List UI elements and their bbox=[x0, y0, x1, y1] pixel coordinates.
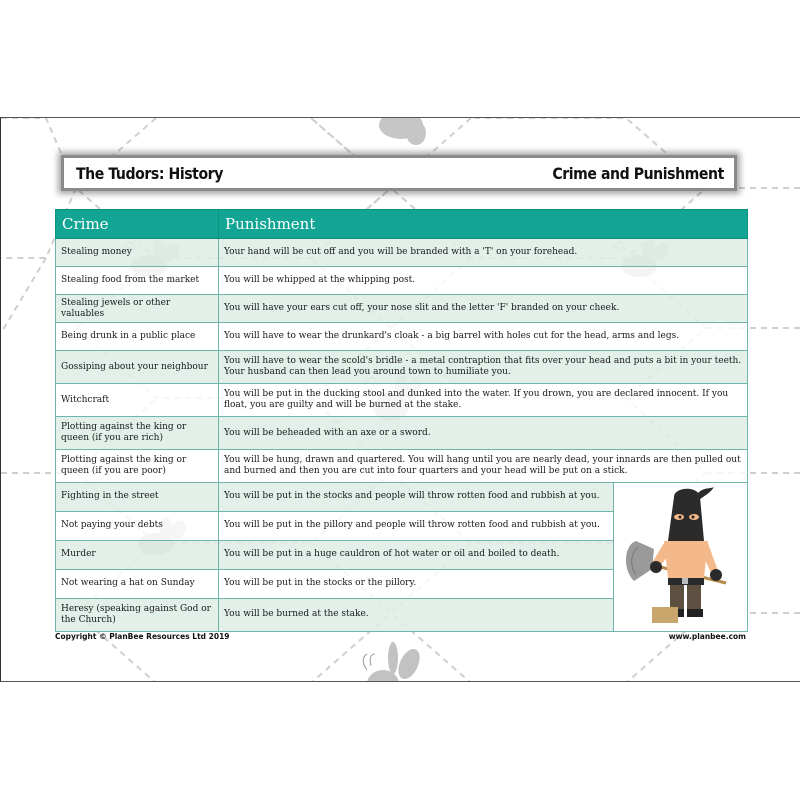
punishment-cell: You will be put in the stocks and people will throw rotten food and rubbish at you. bbox=[219, 483, 614, 512]
column-header-crime: Crime bbox=[56, 210, 219, 239]
table-row bbox=[56, 267, 748, 295]
crime-cell: Heresy (speaking against God or the Church) bbox=[56, 598, 219, 631]
table-row bbox=[56, 483, 748, 512]
punishment-cell: You will be burned at the stake. bbox=[219, 598, 614, 631]
website-link[interactable]: www.planbee.com bbox=[668, 632, 746, 641]
table-row bbox=[56, 323, 748, 351]
punishment-cell: You will be put in a huge cauldron of hot water or oil and boiled to death. bbox=[219, 540, 614, 569]
punishment-cell: You will be beheaded with an axe or a sword. bbox=[219, 417, 748, 450]
crime-cell: Murder bbox=[56, 540, 219, 569]
punishment-cell: You will have to wear the drunkard's cloak - a big barrel with holes cut for the head, arms and legs. bbox=[219, 323, 748, 351]
crime-cell: Plotting against the king or queen (if you are poor) bbox=[56, 450, 219, 483]
worksheet-page bbox=[0, 117, 800, 682]
table-row bbox=[56, 351, 748, 384]
table-row bbox=[56, 239, 748, 267]
crime-cell: Gossiping about your neighbour bbox=[56, 351, 219, 384]
crime-punishment-table bbox=[55, 209, 748, 632]
punishment-cell: You will be put in the ducking stool and dunked into the water. If you drown, you are declared innocent. If you float, you are guilty and will be burned at the stake. bbox=[219, 384, 748, 417]
crime-cell: Stealing food from the market bbox=[56, 267, 219, 295]
topic-title: Crime and Punishment bbox=[552, 163, 724, 183]
executioner-illustration-cell bbox=[614, 483, 748, 632]
crime-cell: Stealing money bbox=[56, 239, 219, 267]
punishment-cell: You will be put in the pillory and people will throw rotten food and rubbish at you. bbox=[219, 511, 614, 540]
bee-watermark-icon bbox=[361, 117, 431, 148]
table-row bbox=[56, 417, 748, 450]
crime-cell: Not paying your debts bbox=[56, 511, 219, 540]
punishment-cell: You will be hung, drawn and quartered. You will hang until you are nearly dead, your innards are then pulled out and burned and then you are cut into four quarters and your head will be put on a stick. bbox=[219, 450, 748, 483]
punishment-cell: Your hand will be cut off and you will be branded with a 'T' on your forehead. bbox=[219, 239, 748, 267]
crime-cell: Witchcraft bbox=[56, 384, 219, 417]
copyright-notice: Copyright © PlanBee Resources Ltd 2019 bbox=[55, 632, 230, 641]
punishment-cell: You will be put in the stocks or the pillory. bbox=[219, 569, 614, 598]
bee-watermark-icon bbox=[351, 640, 431, 682]
table-row bbox=[56, 450, 748, 483]
table-header-row bbox=[56, 210, 748, 239]
crime-cell: Plotting against the king or queen (if you are rich) bbox=[56, 417, 219, 450]
crime-cell: Not wearing a hat on Sunday bbox=[56, 569, 219, 598]
crime-cell: Being drunk in a public place bbox=[56, 323, 219, 351]
punishment-cell: You will have your ears cut off, your nose slit and the letter 'F' branded on your cheek. bbox=[219, 295, 748, 323]
subject-title: The Tudors: History bbox=[76, 163, 223, 183]
column-header-punishment: Punishment bbox=[219, 210, 748, 239]
crime-cell: Fighting in the street bbox=[56, 483, 219, 512]
table-row bbox=[56, 295, 748, 323]
executioner-illustration-icon bbox=[614, 483, 746, 627]
table-row bbox=[56, 384, 748, 417]
punishment-cell: You will be whipped at the whipping post. bbox=[219, 267, 748, 295]
punishment-cell: You will have to wear the scold's bridle - a metal contraption that fits over your head and puts a bit in your teeth. Your husband can then lead you around town to humiliate you. bbox=[219, 351, 748, 384]
title-banner bbox=[61, 155, 737, 191]
crime-cell: Stealing jewels or other valuables bbox=[56, 295, 219, 323]
